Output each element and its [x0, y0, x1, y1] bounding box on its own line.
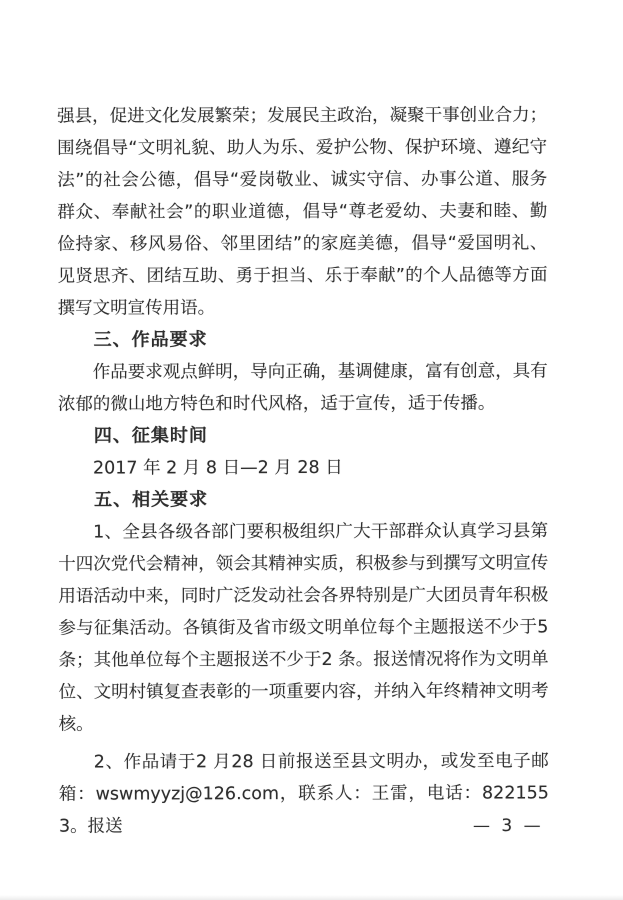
paragraph-requirement-item-2: 2、作品请于2 月28 日前报送至县文明办，或发至电子邮箱：wswmyyzj@126.com，联系人：王雷，电话：8221553。报送 [58, 751, 549, 837]
heading-section-5-related-requirements: 五、相关要求 [94, 489, 209, 511]
paragraph-continuation: 强县，促进文化发展繁荣；发展民主政治，凝聚干事创业合力；围绕倡导“文明礼貌、助人为乐、爱护公物、保护环境、遵纪守法”的社会公德，倡导“爱岗敬业、诚实守信、办事公道、服务群众、奉献社会”的职业道德，倡导“尊老爱幼、夫妻和睦、勤俭持家、移风易俗、邻里团结”的家庭美德，倡导“爱国明礼、见贤思齐、团结互助、勇于担当、乐于奉献”的个人品德等方面撰写文明宣传用语。 [57, 105, 548, 319]
heading-section-4-collection-time: 四、征集时间 [93, 425, 208, 447]
paragraph-requirement-item-1: 1、全县各级各部门要积极组织广大干部群众认真学习县第十四次党代会精神，领会其精神实质，积极参与到撰写文明宣传用语活动中来，同时广泛发动社会各界特别是广大团员青年积极参与征集活动。各镇街及省市级文明单位每个主题报送不少于5条；其他单位每个主题报送不少于2 条。报送情况将作为文明单位、文明村镇复查表彰的一项重要内容，并纳入年终精神文明考核。 [58, 521, 549, 735]
paragraph-collection-dates: 2017 年 2 月 8 日—2 月 28 日 [92, 457, 343, 479]
heading-section-3-work-requirements: 三、作品要求 [93, 329, 208, 351]
document-body [57, 99, 549, 842]
page-number: — 3 — [473, 815, 545, 837]
paragraph-work-requirements: 作品要求观点鲜明，导向正确，基调健康，富有创意，具有浓郁的微山地方特色和时代风格，适于宣传，适于传播。 [57, 361, 548, 415]
scan-edge-shadow [0, 895, 623, 900]
